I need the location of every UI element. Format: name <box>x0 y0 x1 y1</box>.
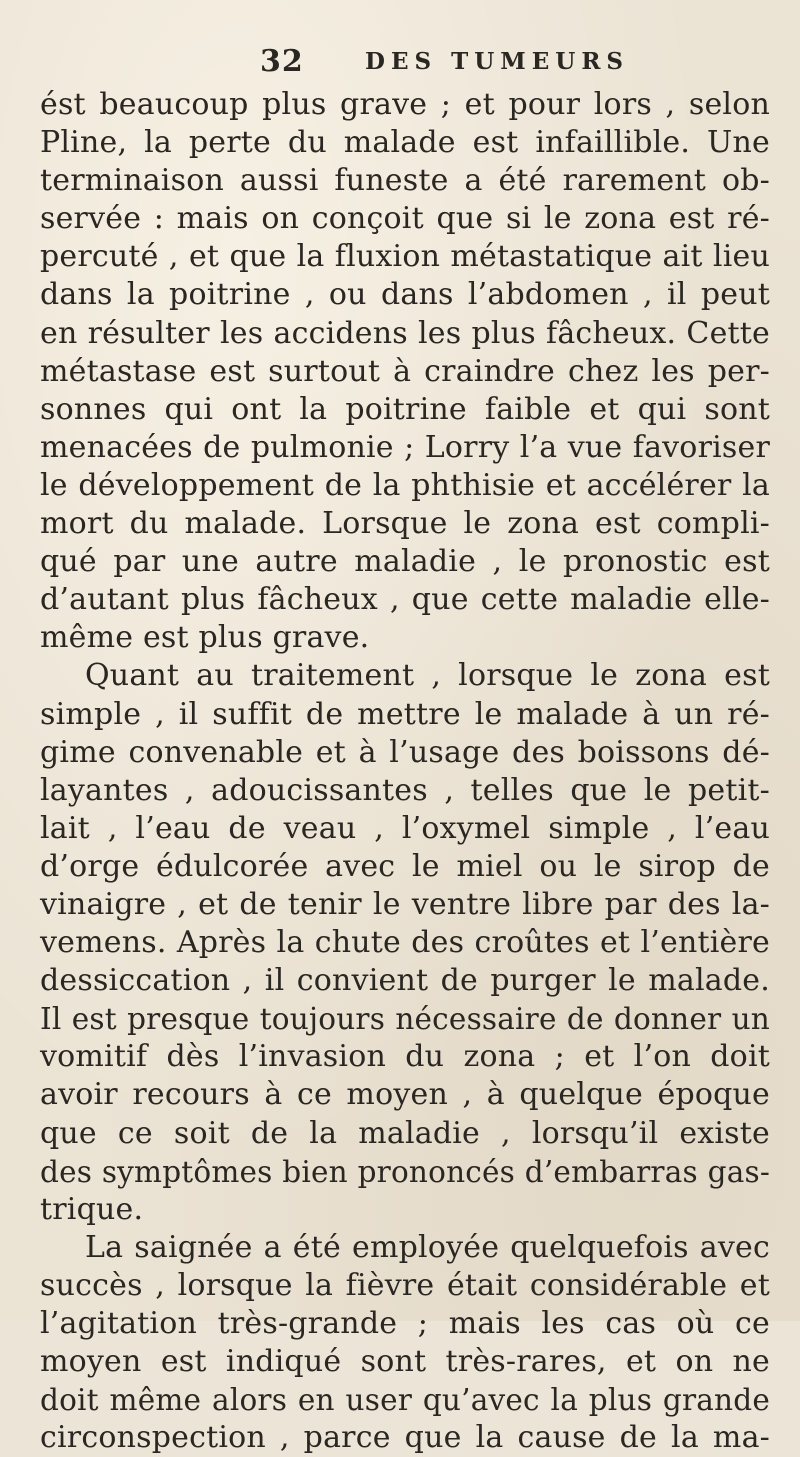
text-line: d’autant plus fâcheux , que cette maladie elle- <box>40 582 770 618</box>
text-line: que ce soit de la maladie , lorsqu’il existe <box>40 1115 770 1151</box>
text-line: mort du malade. Lorsque le zona est compli- <box>40 506 770 542</box>
text-line: Pline, la perte du malade est infaillible. Une <box>40 125 770 161</box>
text-line: doit même alors en user qu’avec la plus grande <box>40 1383 770 1418</box>
text-line: layantes , adoucissantes , telles que le petit- <box>40 772 770 808</box>
text-line: le développement de la phthisie et accélérer la <box>40 467 770 503</box>
paragraph-end-line: même est plus grave. <box>40 620 370 656</box>
page-number: 32 <box>260 44 304 79</box>
text-line: l’agitation très-grande ; mais les cas où ce <box>40 1306 770 1341</box>
text-line: vinaigre , et de tenir le ventre libre par des la- <box>40 886 770 922</box>
text-line: lait , l’eau de veau , l’oxymel simple , l’eau <box>40 810 770 846</box>
text-line: dessiccation , il convient de purger le malade. <box>40 963 770 999</box>
text-line: terminaison aussi funeste a été rarement ob- <box>40 163 770 199</box>
paragraph-start-line: Quant au traitement , lorsque le zona est <box>85 658 770 694</box>
paragraph-start-line: La saignée a été employée quelquefois avec <box>85 1229 770 1265</box>
text-line: vomitif dès l’invasion du zona ; et l’on doit <box>40 1039 770 1075</box>
text-line: en résulter les accidens les plus fâcheux. Cette <box>40 315 770 351</box>
text-line: métastase est surtout à craindre chez les per- <box>40 353 770 389</box>
text-line: moyen est indiqué sont très-rares, et on ne <box>40 1344 770 1380</box>
text-line: servée : mais on conçoit que si le zona est ré- <box>40 201 770 237</box>
text-line: avoir recours à ce moyen , à quelque époque <box>40 1077 770 1113</box>
text-line: simple , il suffit de mettre le malade à un ré- <box>40 696 770 732</box>
text-line: percuté , et que la fluxion métastatique ait lieu <box>40 239 770 275</box>
text-line: succès , lorsque la fièvre était considérable et <box>40 1267 770 1303</box>
text-line: gime convenable et à l’usage des boissons dé- <box>40 734 770 770</box>
paragraph-end-line: trique. <box>40 1191 144 1227</box>
text-line: qué par une autre maladie , le pronostic est <box>40 544 770 580</box>
body-text <box>40 86 770 1457</box>
text-line: Il est presque toujours nécessaire de donner un <box>40 1002 770 1037</box>
page-header <box>0 44 800 84</box>
text-line: ést beaucoup plus grave ; et pour lors , selon <box>40 87 770 122</box>
text-line: menacées de pulmonie ; Lorry l’a vue favoriser <box>40 429 770 465</box>
text-line: des symptômes bien prononcés d’embarras gas- <box>40 1154 770 1189</box>
text-line: sonnes qui ont la poitrine faible et qui sont <box>40 391 770 427</box>
text-line: d’orge édulcorée avec le miel ou le sirop de <box>40 848 770 884</box>
text-line: vemens. Après la chute des croûtes et l’entière <box>40 925 770 961</box>
text-line: dans la poitrine , ou dans l’abdomen , il peut <box>40 277 770 313</box>
running-head: DES TUMEURS <box>365 48 630 75</box>
text-line: circonspection , parce que la cause de la ma- <box>40 1420 770 1456</box>
